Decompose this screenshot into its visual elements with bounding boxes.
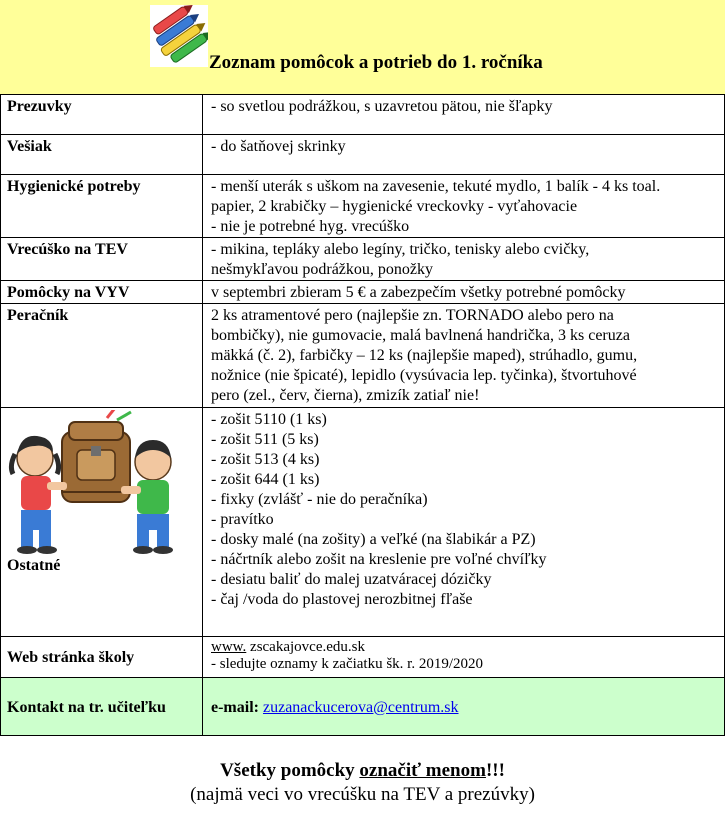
row-label: Kontakt na tr. učiteľku <box>1 678 203 736</box>
row-line: mäkká (č. 2), farbičky – 12 ks (najlepšie maped), strúhadlo, gumu, <box>211 347 638 364</box>
table-row <box>1 238 725 281</box>
row-line: - menší uterák s uškom na zavesenie, tekuté mydlo, 1 balík - 4 ks toal. <box>211 178 661 195</box>
row-label: Peračník <box>1 304 203 408</box>
row-label: Ostatné <box>7 557 61 574</box>
email-link[interactable]: zuzanackucerova@centrum.sk <box>262 698 459 716</box>
row-line: - desiatu baliť do malej uzatváracej dózičky <box>211 571 492 588</box>
row-label: Vešiak <box>1 135 203 175</box>
row-value <box>203 175 725 238</box>
row-label: Prezuvky <box>1 95 203 135</box>
row-value <box>203 678 725 736</box>
row-value <box>203 637 725 678</box>
kids-carrying-backpack-icon <box>7 410 183 555</box>
row-label: Vrecúško na TEV <box>1 238 203 281</box>
row-line: - nie je potrebné hyg. vrecúško <box>211 218 410 235</box>
row-line: - náčrtník alebo zošit na kreslenie pre voľné chvíľky <box>211 551 547 568</box>
table-row <box>1 175 725 238</box>
row-line: - fixky (zvlášť - nie do peračníka) <box>211 491 428 508</box>
page-title: Zoznam pomôcok a potrieb do 1. ročníka <box>209 52 543 73</box>
row-line: - sledujte oznamy k začiatku šk. r. 2019/2020 <box>211 656 484 672</box>
footer-text-c: !!! <box>485 760 505 781</box>
website-url[interactable] <box>211 639 718 656</box>
row-label: Hygienické potreby <box>1 175 203 238</box>
url-rest[interactable]: zscakajovce.edu.sk <box>246 639 365 655</box>
row-value <box>203 238 725 281</box>
footer-note: (najmä veci vo vrecúšku na TEV a prezúvky) <box>190 784 535 805</box>
row-value <box>203 304 725 408</box>
row-line: papier, 2 krabičky – hygienické vreckovky - vyťahovacie <box>211 198 578 215</box>
email-label: e-mail: <box>211 698 259 716</box>
table-row <box>1 95 725 135</box>
ostatne-cell <box>1 408 203 637</box>
row-value: - so svetlou podrážkou, s uzavretou pätou, nie šľapky <box>203 95 725 135</box>
row-line: nožnice (nie špicaté), lepidlo (vysúvacia lep. tyčinka), štvortuhové <box>211 367 637 384</box>
row-value <box>203 408 725 637</box>
table-row <box>1 304 725 408</box>
row-line: - čaj /voda do plastovej nerozbitnej fľaše <box>211 591 473 608</box>
row-label: Pomôcky na VYV <box>1 281 203 304</box>
url-prefix[interactable]: www. <box>211 639 247 655</box>
row-line: bombičky), nie gumovacie, malá bavlnená handrička, 3 ks ceruza <box>211 327 630 344</box>
row-line: - dosky malé (na zošity) a veľké (na šlabikár a PZ) <box>211 531 536 548</box>
header-banner <box>0 0 725 94</box>
row-line: - zošit 511 (5 ks) <box>211 431 319 448</box>
row-line: 2 ks atramentové pero (najlepšie zn. TORNADO alebo pero na <box>211 307 614 324</box>
footer-text-b: označiť menom <box>359 760 486 781</box>
row-label: Web stránka školy <box>1 637 203 678</box>
row-value: - do šatňovej skrinky <box>203 135 725 175</box>
table-row <box>1 281 725 304</box>
crayons-icon <box>150 5 208 67</box>
row-line: nešmykľavou podrážkou, ponožky <box>211 261 434 278</box>
row-line: - zošit 513 (4 ks) <box>211 451 320 468</box>
table-row <box>1 637 725 678</box>
row-line: pero (zel., červ, čierna), zmizík zatiaľ nie! <box>211 387 480 404</box>
footer-text-a: Všetky pomôcky <box>220 760 360 781</box>
row-line: - zošit 5110 (1 ks) <box>211 411 327 428</box>
row-line: - pravítko <box>211 511 274 528</box>
row-line: - zošit 644 (1 ks) <box>211 471 320 488</box>
table-row <box>1 678 725 736</box>
row-value: v septembri zbieram 5 € a zabezpečím všetky potrebné pomôcky <box>203 281 725 304</box>
table-row <box>1 135 725 175</box>
supplies-table <box>0 94 725 736</box>
footer-headline <box>0 760 725 782</box>
row-line: - mikina, tepláky alebo legíny, tričko, tenisky alebo cvičky, <box>211 241 590 258</box>
table-row <box>1 408 725 637</box>
